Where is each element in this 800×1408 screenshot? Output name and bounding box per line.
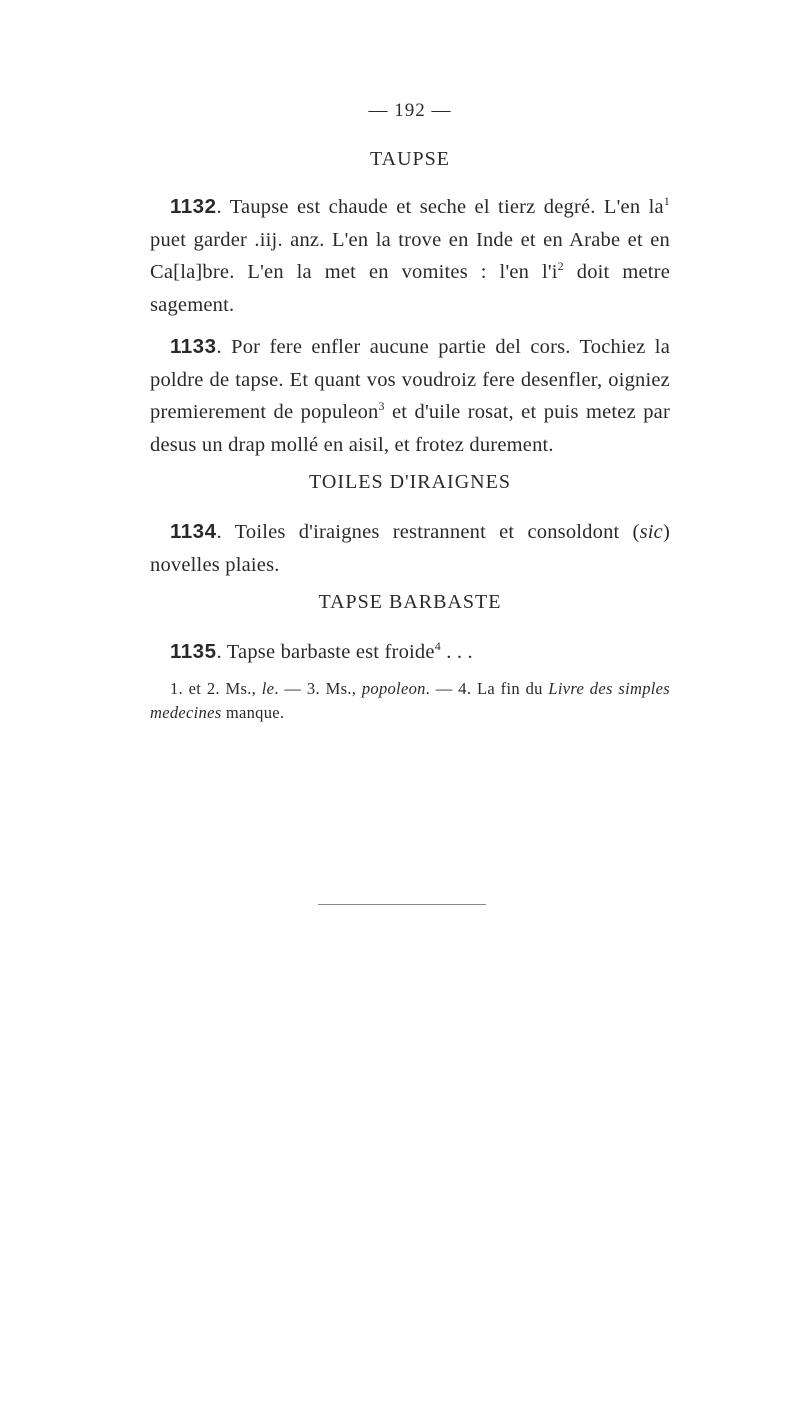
entry-text: ) novelles plaies.: [150, 521, 670, 576]
entry-italic-sic: sic: [639, 521, 663, 543]
entry-number: 1133: [170, 335, 217, 358]
entry-text: . Taupse est chaude et seche el tierz degré. L'en la: [216, 196, 664, 218]
page-number: — 192 —: [368, 100, 452, 121]
entry-number: 1135: [170, 640, 217, 663]
entry-1135: [150, 636, 670, 669]
entry-1133: [150, 331, 670, 461]
section-heading-toiles-diraignes: TOILES D'IRAIGNES: [309, 471, 511, 493]
entry-text: et d'uile rosat, et puis metez par desus un drap mollé en aisil, et frotez durement.: [150, 401, 670, 456]
section-heading-tapse-barbaste: TAPSE BARBASTE: [318, 591, 502, 613]
footnote-text: . — 4. La fin du: [425, 678, 549, 698]
entry-text: doit metre sagement.: [150, 261, 670, 316]
footnote-ref: 4: [434, 639, 441, 654]
entry-text: . Tapse barbaste est froide: [216, 641, 435, 663]
footnotes: [150, 677, 670, 725]
entry-1132: [150, 191, 670, 321]
page-body: [150, 100, 670, 725]
entry-text: . Toiles d'iraignes restrannent et consoldont (: [216, 521, 640, 543]
footnote-ref: 2: [557, 259, 564, 274]
footnote-italic: Livre des simples medecines: [150, 678, 670, 722]
section-heading-taupse: TAUPSE: [370, 148, 450, 170]
footnote-ref: 1: [663, 194, 670, 209]
footnote-italic: le: [261, 678, 275, 698]
footnote-text: 1. et 2. Ms.,: [170, 678, 262, 698]
entry-number: 1134: [170, 520, 217, 543]
entry-text: . . .: [440, 641, 473, 663]
footnote-italic: popoleon: [361, 678, 426, 698]
footnote-ref: 3: [378, 399, 385, 414]
footnote-text: . — 3. Ms.,: [274, 678, 362, 698]
entry-text: puet garder .iij. anz. L'en la trove en Inde et en Arabe et en Ca[la]bre. L'en la met en vomites : l'en l'i: [150, 228, 670, 283]
entry-text: . Por fere enfler aucune partie del cors. Tochiez la poldre de tapse. Et quant vos voudroiz fere desenfler, oigniez premierement de populeon: [150, 336, 670, 423]
footnote-text: manque.: [221, 702, 285, 722]
bottom-rule: [318, 904, 486, 905]
entry-number: 1132: [170, 195, 217, 218]
entry-1134: [150, 516, 670, 581]
